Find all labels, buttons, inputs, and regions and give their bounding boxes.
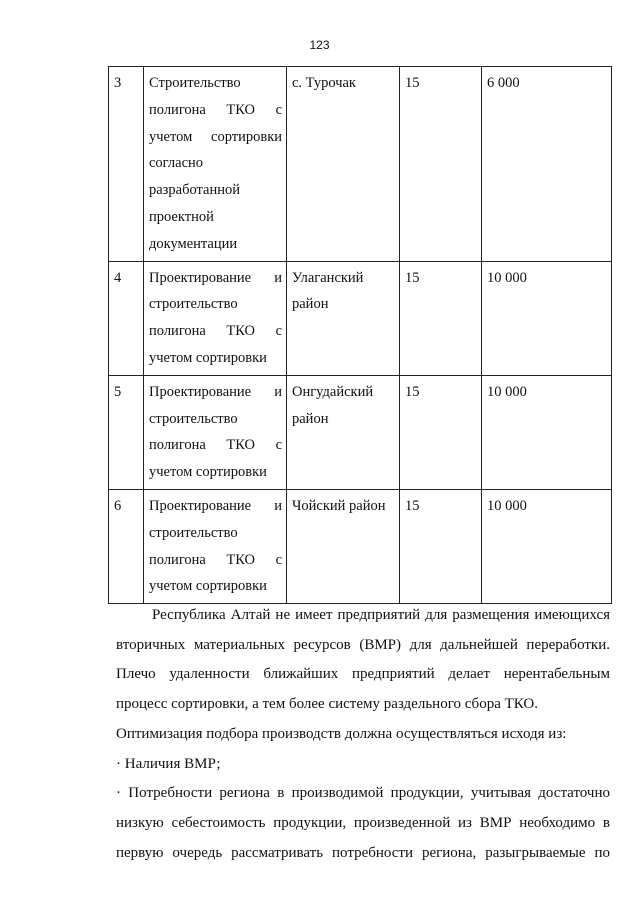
table-row: [109, 261, 612, 375]
paragraph: Оптимизация подбора производств должна осуществляться исходя из:: [116, 725, 567, 742]
project-cost: 6 000: [482, 67, 612, 262]
row-number: 3: [109, 67, 144, 262]
row-number: 5: [109, 375, 144, 489]
bullet-item: · Наличия ВМР;: [116, 755, 221, 772]
project-location: с. Турочак: [287, 67, 400, 262]
project-name-line: полигона ТКО с: [149, 437, 282, 454]
project-name-line: разработанной: [149, 182, 241, 199]
projects-table: [108, 66, 612, 604]
project-name-line: согласно: [149, 155, 204, 172]
project-quantity: 15: [400, 67, 482, 262]
row-number: 4: [109, 261, 144, 375]
table-row: [109, 375, 612, 489]
project-name-line: полигона ТКО с: [149, 101, 282, 118]
project-name-line: полигона ТКО с: [149, 323, 282, 340]
project-name-line: Проектирование и: [149, 269, 282, 286]
project-name: [144, 375, 287, 489]
project-name-line: учетом сортировки: [149, 464, 267, 481]
paragraph: Республика Алтай не имеет предприятий для размещения имеющихся вторичных материальных ресурсов (ВМР) для дальнейшей переработки. Плечо удаленности ближайших предприятий делает нерентабельным процесс сортировки, а тем более систему раздельного сбора ТКО.: [116, 607, 610, 713]
project-quantity: 15: [400, 261, 482, 375]
project-name-line: строительство: [149, 524, 238, 541]
project-name-line: учетом сортировки: [149, 349, 267, 366]
project-name-line: Проектирование и: [149, 497, 282, 514]
project-name-line: строительство: [149, 410, 238, 427]
project-name-line: Строительство: [149, 75, 241, 91]
project-name: [144, 261, 287, 375]
project-name: [144, 67, 287, 262]
project-location: Улаганский район: [287, 261, 400, 375]
project-cost: 10 000: [482, 489, 612, 603]
page-number: 123: [309, 38, 330, 52]
project-name-line: строительство: [149, 296, 238, 313]
project-cost: 10 000: [482, 375, 612, 489]
project-location: Чойский район: [287, 489, 400, 603]
project-name-line: документации: [149, 235, 238, 252]
project-name-line: учетом сортировки: [149, 128, 282, 145]
project-name-line: учетом сортировки: [149, 578, 267, 595]
body-text: [116, 601, 610, 868]
table-row: [109, 489, 612, 603]
project-name: [144, 489, 287, 603]
project-quantity: 15: [400, 489, 482, 603]
project-name-line: проектной: [149, 208, 214, 225]
project-quantity: 15: [400, 375, 482, 489]
project-name-line: полигона ТКО с: [149, 551, 282, 568]
table-row: [109, 67, 612, 262]
project-location: Онгудайский район: [287, 375, 400, 489]
bullet-item: · Потребности региона в производимой продукции, учитывая достаточно низкую себестоимость продукции, произведенной из ВМР необходимо в первую очередь рассматривать потребности региона, разыгрываемые по: [116, 785, 610, 861]
project-cost: 10 000: [482, 261, 612, 375]
project-name-line: Проектирование и: [149, 383, 282, 400]
row-number: 6: [109, 489, 144, 603]
